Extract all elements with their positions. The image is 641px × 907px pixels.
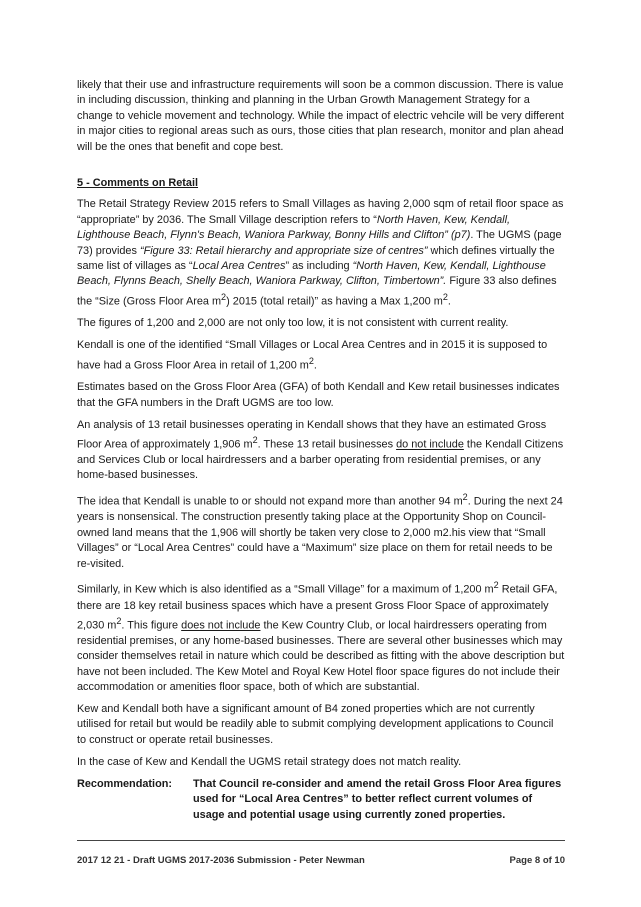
recommendation-text: That Council re-consider and amend the retail Gross Floor Area figures used for “Local Area Centres” to better reflect current volumes of usage and potential usage using currently zoned properties. [193,777,562,821]
section-heading-retail: 5 - Comments on Retail [77,176,199,189]
paragraph-b4-zoning: Kew and Kendall both have a significant amount of B4 zoned properties which are not currently utilised for retail but would be readily able to submit complying development applications to Council to construct or operate retail businesses. [77,703,554,746]
paragraph-kew-analysis: Similarly, in Kew which is also identified as a “Small Village” for a maximum of 1,200 $m^2$ Retail GFA, there are 18 key retail business spaces which have a present Gross Floor Space of approximately 2,030 $m^2$. This figure does not include the Kew Country Club, or local hairdressers operating from residential premises, or any home-based businesses. There are several other businesses which may consider themselves retail in nature which could be described as fitting with the above description but have not been included. The Kew Motel and Royal Kew Hotel floor space figures do not include their accommodation or amenities floor space, both of which are substantial. [77,580,565,694]
paragraph-kendall-analysis: An analysis of 13 retail businesses operating in Kendall shows that they have an estimated Gross Floor Area of approximately 1,906 $m^2$. These 13 retail businesses do not include the Kendall Citizens and Services Club or local hairdressers and a barber operating from residential premises, or any home-based businesses. [77,418,564,482]
document-body [77,78,565,823]
paragraph-figures-too-low: The figures of 1,200 and 2,000 are not only too low, it is not consistent with current reality. [77,317,509,330]
section-spacer [77,162,565,176]
recommendation-label: Recommendation: [77,777,173,790]
paragraph-ev-planning: likely that their use and infrastructure requirements will soon be a common discussion. There is value in including discussion, thinking and planning in the Urban Growth Management Strategy for a change to vehicle movement and technology. While the impact of electric vehcile will be very different in major cities to regional areas such as ours, those cities that plan research, monitor and plan ahead will be the ones that benefit and cope best. [77,79,564,153]
paragraph-gfa-estimates: Estimates based on the Gross Floor Area (GFA) of both Kendall and Kew retail businesses indicates that the GFA numbers in the Draft UGMS are too low. [77,381,560,409]
recommendation-block [77,777,565,823]
footer-document-title: 2017 12 21 - Draft UGMS 2017-2036 Submission - Peter Newman [77,855,365,866]
paragraph-retail-strategy: The Retail Strategy Review 2015 refers to Small Villages as having 2,000 sqm of retail floor space as “appropriate” by 2036. The Small Village description refers to “North Haven, Kew, Kendall, Lighthouse Beach, Flynn's Beach, Waniora Parkway, Bonny Hills and Clifton” (p7). The UGMS (page 73) provides “Figure 33: Retail hierarchy and appropriate size of centres” which defines virtually the same list of villages as “Local Area Centres” as including “North Haven, Kew, Kendall, Lighthouse Beach, Flynns Beach, Shelly Beach, Waniora Parkway, Clifton, Timbertown”. Figure 33 also defines the “Size (Gross Floor Area $m^2$) 2015 (total retail)” as having a Max 1,200 $m^2$. [77,198,564,308]
footer-page-number: Page 8 of 10 [509,855,565,866]
paragraph-kendall-small-village: Kendall is one of the identified “Small Villages or Local Area Centres and in 2015 it is supposed to have had a Gross Floor Area in retail of 1,200 $m^2$. [77,339,548,372]
footer-divider [77,840,565,841]
paragraph-kendall-expansion: The idea that Kendall is unable to or should not expand more than another 94 $m^2$. During the next 24 years is nonsensical. The construction presently taking place at the Opportunity Shop on Council-owned land means that the 1,906 will shortly be taken very close to 2,000 m2.his view that “Small Villages” or “Local Area Centres” could have a “Maximum” size place on them for retail needs to be re-visited. [77,492,563,570]
paragraph-conclusion: In the case of Kew and Kendall the UGMS retail strategy does not match reality. [77,755,462,768]
page-footer [77,855,565,866]
